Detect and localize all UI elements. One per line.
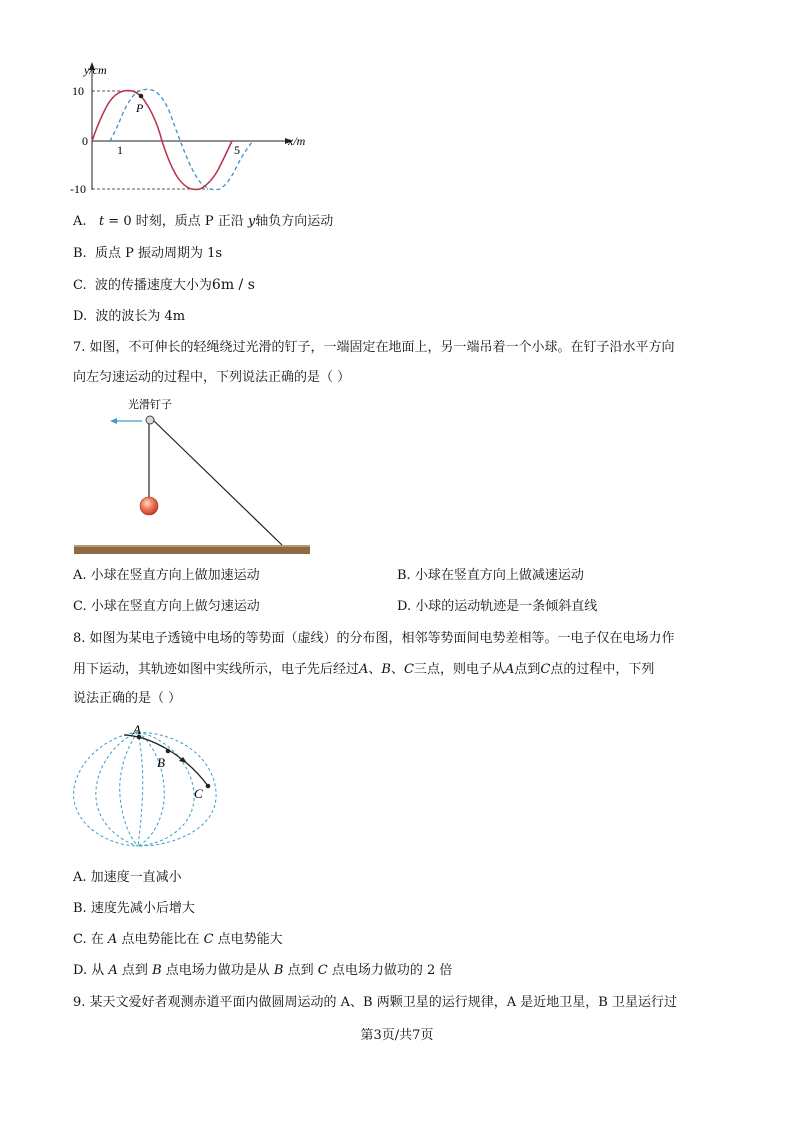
ball-icon — [140, 497, 158, 515]
q6-option-d: D. 波的波长为 4m — [73, 309, 186, 324]
q7-stem-line2: 向左匀速运动的过程中，下列说法正确的是（ ） — [73, 370, 351, 385]
q6-option-c: C. 波的传播速度大小为6m / s — [73, 277, 255, 293]
wave-figure — [60, 58, 320, 198]
point-a-label: A — [133, 722, 141, 737]
q7-option-a: A. 小球在竖直方向上做加速运动 — [73, 568, 260, 583]
q7-option-b: B. 小球在竖直方向上做减速运动 — [397, 568, 584, 583]
q8-option-b: B. 速度先减小后增大 — [73, 901, 195, 916]
x-tick-5: 5 — [234, 143, 240, 157]
q7-stem-line1: 7. 如图，不可伸长的轻绳绕过光滑的钉子，一端固定在地面上，另一端吊着一个小球。在钉子沿水平方向 — [73, 340, 675, 355]
q8-option-d: D. 从 A 点到 B 点电场力做功是从 B 点到 C 点电场力做功的 2 倍 — [73, 963, 453, 978]
point-b-label: B — [157, 755, 165, 770]
x-tick-1: 1 — [117, 143, 123, 157]
q7-option-c: C. 小球在竖直方向上做匀速运动 — [73, 599, 260, 614]
q8-option-c: C. 在 A 点电势能比在 C 点电势能大 — [73, 932, 283, 947]
y-axis-label: y/cm — [84, 63, 107, 77]
q8-figure — [66, 718, 236, 853]
point-c-label: C — [194, 786, 203, 801]
q6-option-b: B. 质点 P 振动周期为 1s — [73, 246, 223, 261]
page-footer: 第3页/共7页 — [360, 1028, 434, 1043]
y-tick-neg10: -10 — [70, 182, 86, 196]
q8-stem-line3: 说法正确的是（ ） — [73, 691, 182, 706]
q9-stem-line1: 9. 某天文爱好者观测赤道平面内做圆周运动的 A、B 两颗卫星的运行规律，A 是近地卫星，B 卫星运行过 — [73, 995, 677, 1010]
x-axis-label: x/m — [288, 134, 306, 148]
nail-label: 光滑钉子 — [128, 398, 172, 411]
y-tick-10: 10 — [72, 84, 84, 98]
q8-option-a: A. 加速度一直减小 — [73, 870, 182, 885]
q8-stem-line1: 8. 如图为某电子透镜中电场的等势面（虚线）的分布图，相邻等势面间电势差相等。一电子仅在电场力作 — [73, 631, 675, 646]
point-p-label: P — [136, 101, 144, 115]
y-tick-0: 0 — [82, 134, 88, 148]
q7-option-d: D. 小球的运动轨迹是一条倾斜直线 — [397, 599, 598, 614]
q8-stem-line2: 用下运动，其轨迹如图中实线所示，电子先后经过A、B、C三点，则电子从A点到C点的过程中，下列 — [73, 662, 655, 677]
q6-option-a: A. t = 0 时刻，质点 P 正沿 y轴负方向运动 — [73, 214, 334, 229]
q7-figure — [70, 392, 315, 562]
